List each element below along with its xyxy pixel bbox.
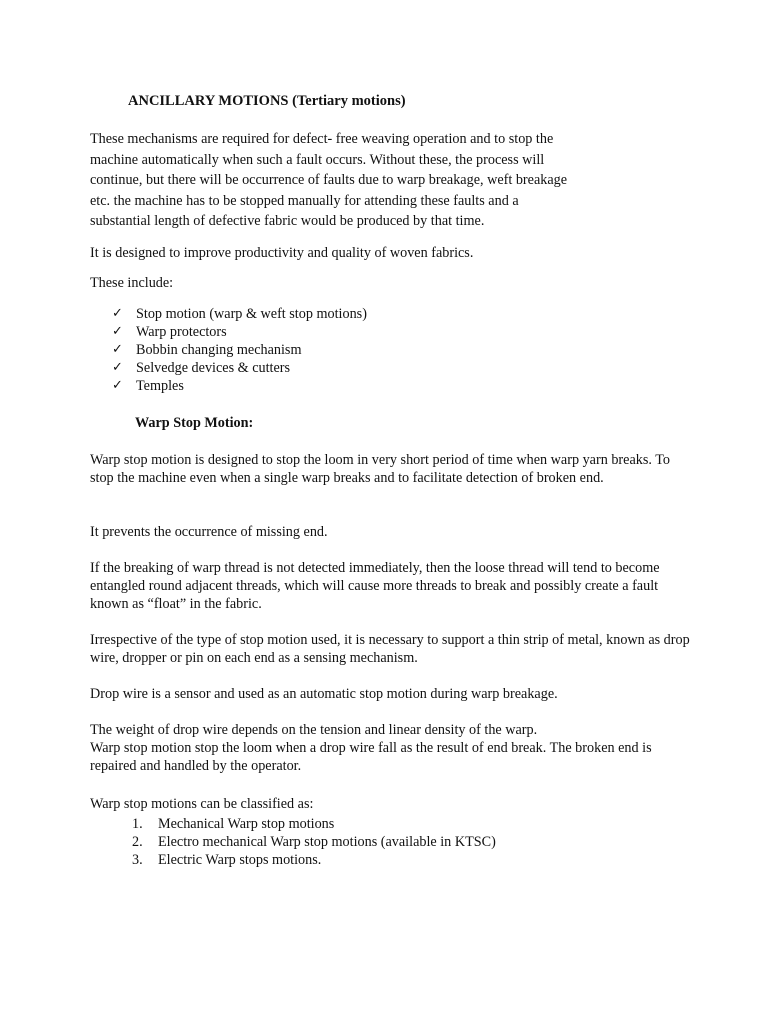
paragraph-drop-wire-weight: The weight of drop wire depends on the tension and linear density of the warp. — [90, 722, 538, 738]
list-item: 2. Electro mechanical Warp stop motions (available in KTSC) — [132, 834, 496, 850]
paragraph-end-break-repair: Warp stop motion stop the loom when a drop wire fall as the result of end break. The broken end is repaired and handled by the operator. — [90, 740, 652, 774]
intro-paragraph: These mechanisms are required for defect- free weaving operation and to stop the machine automatically when such a fault occurs. Without these, the process will continue, but there will be occurrence of faults due to warp breakage, weft breakage etc. the machine has to be stopped manually for attending these faults and a substantial length of defective fabric would be produced by that time. — [90, 131, 568, 229]
classification-list — [132, 815, 496, 869]
paragraph-missing-end: It prevents the occurrence of missing end. — [90, 524, 328, 540]
checkmark-icon: ✓ — [112, 306, 123, 321]
checkmark-icon: ✓ — [112, 360, 123, 375]
section-heading: ANCILLARY MOTIONS (Tertiary motions) — [128, 93, 406, 109]
list-item: ✓ Bobbin changing mechanism — [112, 342, 302, 358]
list-item: ✓ Warp protectors — [112, 324, 227, 340]
paragraph-float-fault: If the breaking of warp thread is not detected immediately, then the loose thread will tend to become entangled round adjacent threads, which will cause more threads to break and possibly create a fault known as “float” in the fabric. — [90, 560, 660, 612]
includes-label: These include: — [90, 275, 174, 291]
checkmark-icon: ✓ — [112, 378, 123, 393]
paragraph-warp-stop-definition: Warp stop motion is designed to stop the loom in very short period of time when warp yarn breaks. To stop the machine even when a single warp breaks and to facilitate detection of broken end. — [90, 452, 670, 486]
list-item: ✓ Selvedge devices & cutters — [112, 360, 291, 376]
list-item: 3. Electric Warp stops motions. — [132, 852, 322, 868]
paragraph-drop-wire-support: Irrespective of the type of stop motion used, it is necessary to support a thin strip of metal, known as drop wire, dropper or pin on each end as a sensing mechanism. — [90, 632, 690, 666]
ancillary-motions-list — [112, 305, 367, 395]
classification-label: Warp stop motions can be classified as: — [90, 796, 314, 812]
list-item: ✓ Stop motion (warp & weft stop motions) — [112, 306, 367, 322]
list-item: 1. Mechanical Warp stop motions — [132, 816, 335, 832]
paragraph-drop-wire-sensor: Drop wire is a sensor and used as an automatic stop motion during warp breakage. — [90, 686, 558, 702]
purpose-paragraph: It is designed to improve productivity and quality of woven fabrics. — [90, 245, 474, 261]
list-item: ✓ Temples — [112, 378, 184, 394]
warp-stop-motion-heading: Warp Stop Motion: — [135, 415, 254, 431]
checkmark-icon: ✓ — [112, 342, 123, 357]
checkmark-icon: ✓ — [112, 324, 123, 339]
